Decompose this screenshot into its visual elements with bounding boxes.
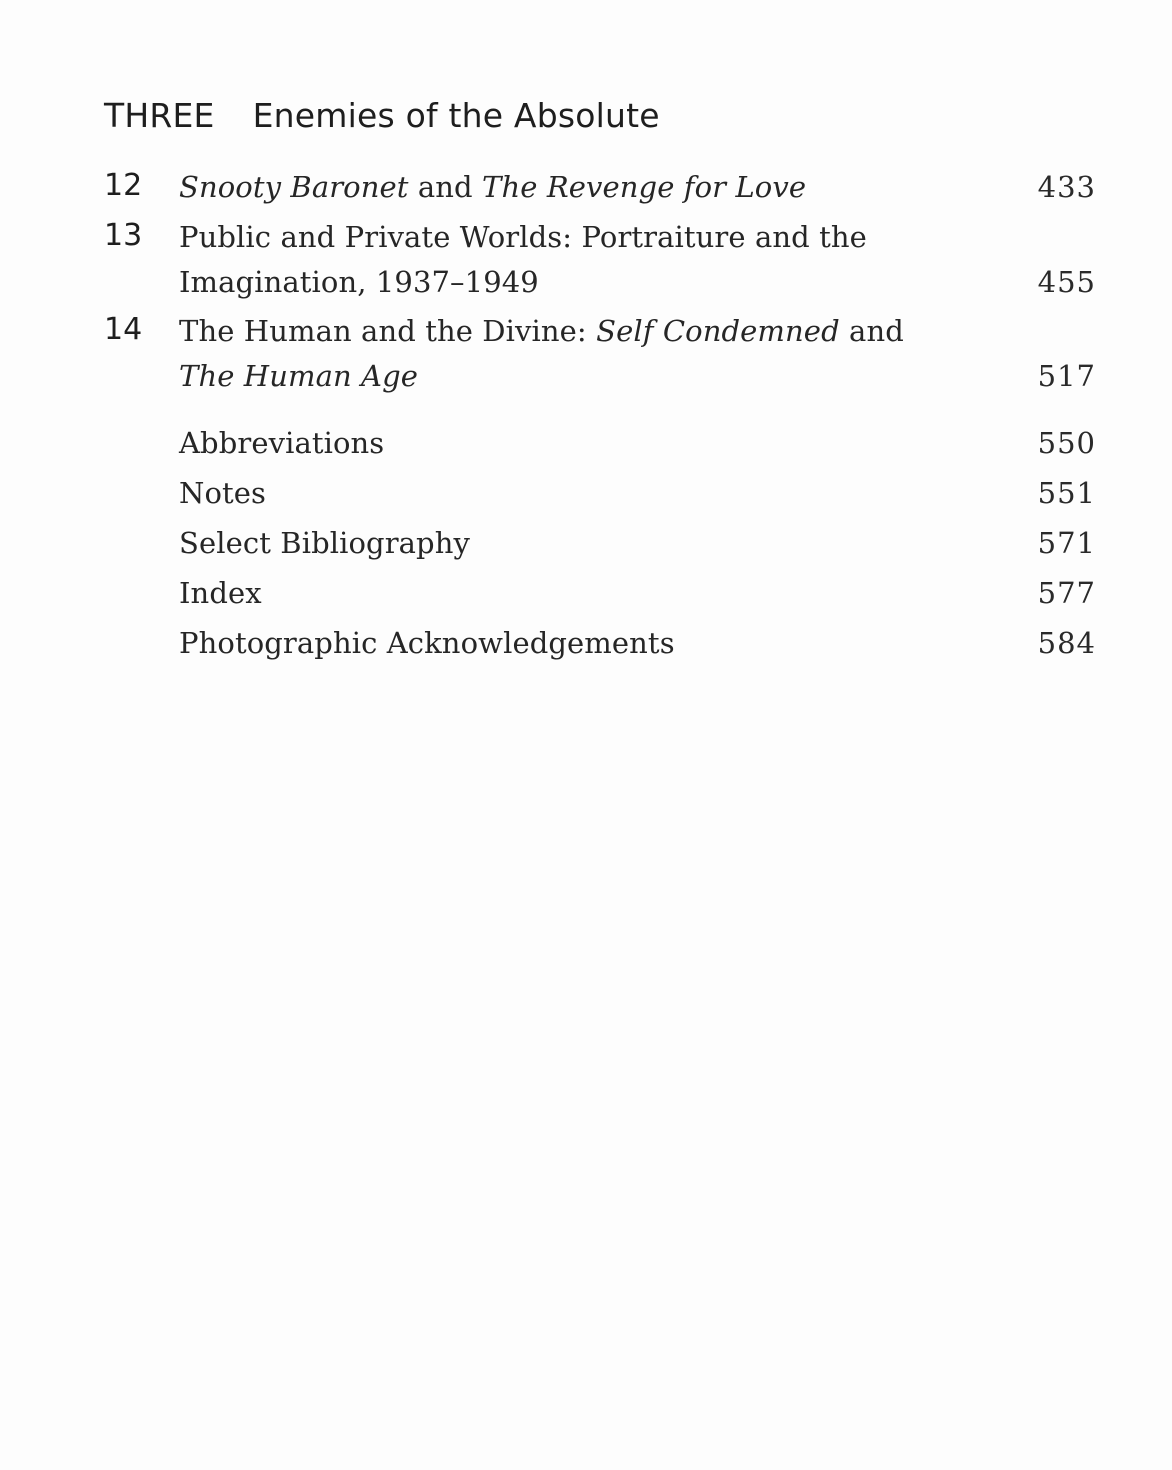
entry-title: Notes — [179, 476, 267, 510]
page-number: 517 — [1037, 359, 1096, 393]
toc-entry-photographic-acknowledgements[interactable] — [104, 622, 1096, 666]
chapter-title-line-2: Imagination, 1937–1949 — [179, 265, 539, 299]
title-plain-part: and — [408, 170, 483, 204]
page-number: 551 — [1037, 476, 1096, 510]
toc-entry-chapter-12[interactable] — [104, 166, 1096, 210]
chapter-number: 13 — [104, 218, 143, 253]
title-italic-part: Self Condemned — [596, 314, 840, 348]
title-italic-part: Snooty Baronet — [179, 170, 409, 204]
title-italic-part: The Revenge for Love — [482, 170, 807, 204]
title-plain-part: and — [839, 314, 904, 348]
chapter-title-line-1: Public and Private Worlds: Portraiture and the — [179, 220, 867, 254]
chapter-title-line-2 — [179, 359, 418, 393]
toc-entry-select-bibliography[interactable] — [104, 522, 1096, 566]
title-italic-part: The Human Age — [179, 359, 419, 393]
chapter-title-line-1 — [179, 314, 904, 348]
toc-entry-chapter-13[interactable] — [104, 216, 1096, 306]
page-number: 571 — [1037, 526, 1096, 560]
part-title: Enemies of the Absolute — [252, 96, 660, 135]
toc-entry-chapter-14[interactable] — [104, 310, 1096, 400]
part-label: THREE — [104, 96, 215, 135]
toc-entry-abbreviations[interactable] — [104, 422, 1096, 466]
title-plain-part: The Human and the Divine: — [179, 314, 597, 348]
page-number: 550 — [1037, 426, 1096, 460]
page-number: 455 — [1037, 265, 1096, 299]
toc-entry-index[interactable] — [104, 572, 1096, 616]
chapter-number: 14 — [104, 312, 143, 347]
entry-title: Index — [179, 576, 262, 610]
chapter-number: 12 — [104, 168, 143, 203]
entry-title: Select Bibliography — [179, 526, 470, 560]
page-number: 433 — [1037, 170, 1096, 204]
table-of-contents — [104, 0, 1096, 1470]
chapter-title — [179, 170, 806, 204]
entry-title: Abbreviations — [179, 426, 385, 460]
entry-title: Photographic Acknowledgements — [179, 626, 675, 660]
page-number: 584 — [1037, 626, 1096, 660]
toc-entry-notes[interactable] — [104, 472, 1096, 516]
page-number: 577 — [1037, 576, 1096, 610]
